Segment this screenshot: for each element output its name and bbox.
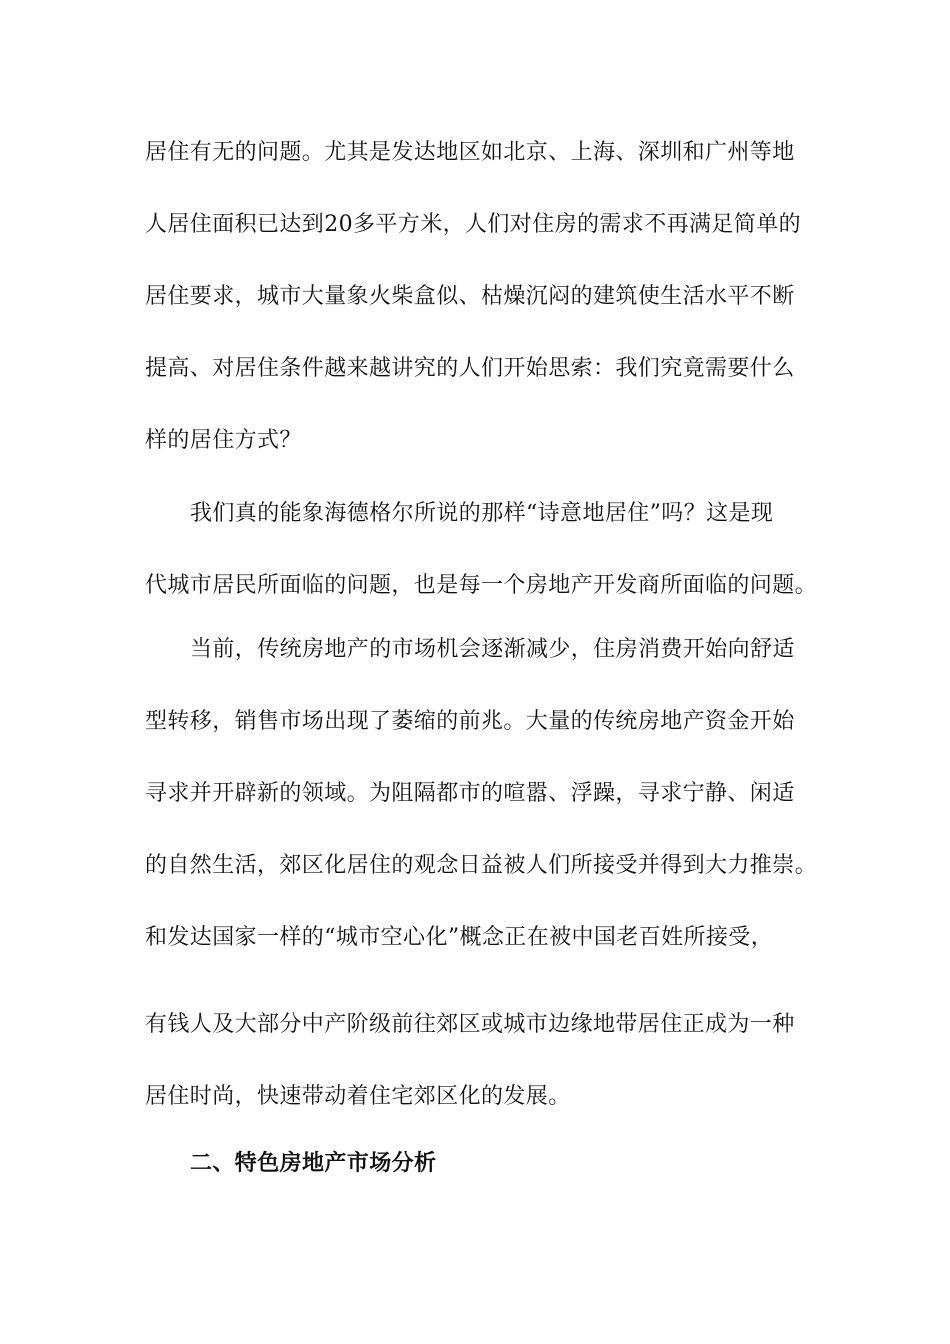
section-heading: 二、特色房地产市场分析 bbox=[190, 1151, 437, 1176]
text-line: 有钱人及大部分中产阶级前往郊区或城市边缘地带居住正成为一种 bbox=[145, 1012, 795, 1037]
text-line: 居住时尚，快速带动着住宅郊区化的发展。 bbox=[145, 1084, 571, 1109]
text-line: 当前，传统房地产的市场机会逐渐减少，住房消费开始向舒适 bbox=[190, 637, 795, 662]
text-line: 代城市居民所面临的问题，也是每一个房地产开发商所面临的问题。 bbox=[145, 573, 818, 598]
text-line: 居住要求，城市大量象火柴盒似、枯燥沉闷的建筑使生活水平不断 bbox=[145, 284, 795, 309]
text-line: 型转移，销售市场出现了萎缩的前兆。大量的传统房地产资金开始 bbox=[145, 709, 795, 734]
text-line: 提高、对居住条件越来越讲究的人们开始思索：我们究竟需要什么 bbox=[145, 356, 795, 381]
text-line: 人居住面积已达到20多平方米，人们对住房的需求不再满足简单的 bbox=[145, 212, 801, 237]
text-line: 样的居住方式？ bbox=[145, 428, 302, 453]
text-line: 寻求并开辟新的领域。为阻隔都市的喧嚣、浮躁，寻求宁静、闲适 bbox=[145, 781, 795, 806]
text-line: 和发达国家一样的“城市空心化”概念正在被中国老百姓所接受， bbox=[145, 925, 774, 950]
text-line: 我们真的能象海德格尔所说的那样“诗意地居住”吗？这是现 bbox=[190, 501, 774, 526]
text-line: 的自然生活，郊区化居住的观念日益被人们所接受并得到大力推崇。 bbox=[145, 853, 818, 878]
text-line: 居住有无的问题。尤其是发达地区如北京、上海、深圳和广州等地 bbox=[145, 140, 795, 165]
